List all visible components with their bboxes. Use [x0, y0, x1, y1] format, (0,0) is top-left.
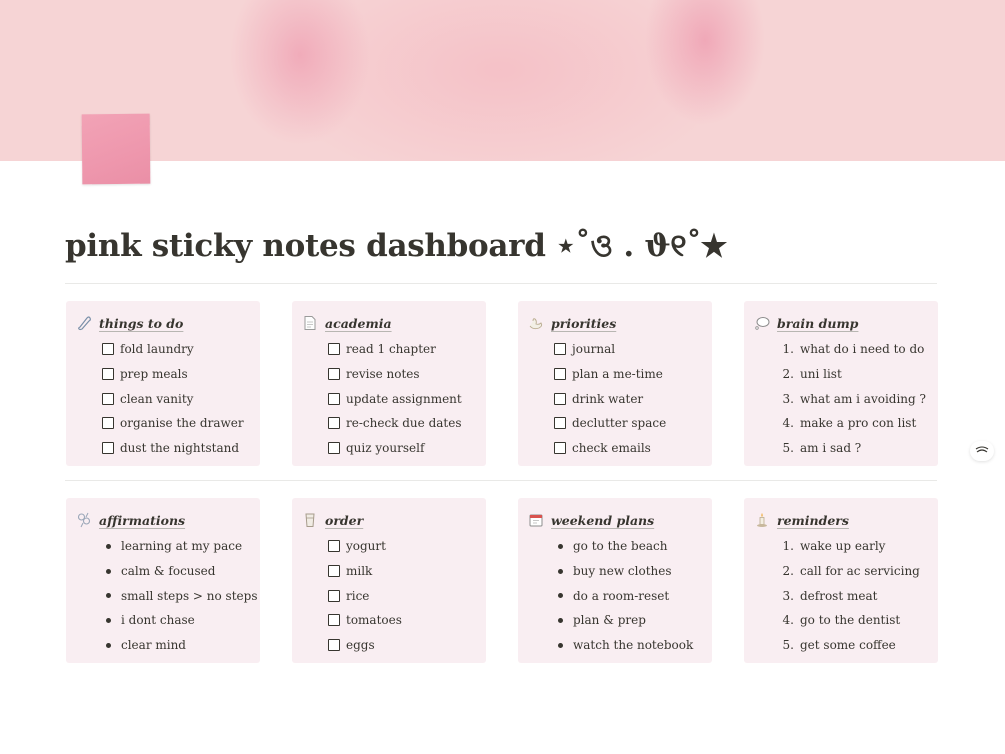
list-item [554, 633, 693, 658]
bullet-marker [558, 618, 563, 623]
item-text[interactable]: read 1 chapter [346, 342, 436, 357]
list-item [554, 559, 693, 584]
page-title[interactable]: pink sticky notes dashboard ⋆˚ও . ϑ୧˚★ [65, 228, 727, 264]
item-text[interactable]: clean vanity [120, 391, 194, 406]
todo-item [328, 411, 462, 436]
todo-item [328, 559, 402, 584]
bullet-marker [558, 569, 563, 574]
card-title-link[interactable]: affirmations [99, 512, 186, 528]
card-header [302, 510, 363, 530]
item-text[interactable]: update assignment [346, 391, 462, 406]
card-title-link[interactable]: reminders [777, 512, 849, 528]
todo-item [328, 337, 462, 362]
item-text[interactable]: dust the nightstand [120, 441, 240, 456]
card-reminders [744, 498, 938, 663]
list-item [780, 436, 926, 461]
checkbox-list [102, 337, 244, 460]
list-number: 3. [782, 391, 794, 406]
item-text[interactable]: prep meals [120, 367, 188, 382]
list-item [780, 633, 920, 658]
checkbox[interactable] [328, 639, 340, 651]
bullet-marker [106, 544, 111, 549]
checkbox[interactable] [328, 540, 340, 552]
card-title-link[interactable]: brain dump [777, 315, 859, 331]
checkbox[interactable] [102, 442, 114, 454]
page-icon-sticky-note[interactable] [82, 114, 151, 185]
checkbox[interactable] [554, 417, 566, 429]
todo-item [102, 362, 244, 387]
checkbox[interactable] [102, 343, 114, 355]
card-header [754, 510, 849, 530]
card-things-to-do [66, 301, 260, 466]
bullet-list [102, 534, 257, 657]
list-item [102, 559, 257, 584]
bullet-marker [106, 569, 111, 574]
item-text[interactable]: buy new clothes [573, 564, 672, 579]
list-number: 2. [782, 564, 794, 579]
checkbox[interactable] [102, 393, 114, 405]
list-number: 3. [782, 588, 794, 603]
item-text[interactable]: wake up early [800, 539, 886, 554]
item-text[interactable]: eggs [346, 638, 375, 653]
todo-item [102, 337, 244, 362]
item-text[interactable]: drink water [572, 391, 644, 406]
item-text[interactable]: fold laundry [120, 342, 194, 357]
comments-toggle-button[interactable] [970, 441, 994, 461]
card-header [528, 313, 616, 333]
divider-top [65, 283, 937, 284]
item-text[interactable]: check emails [572, 441, 651, 456]
list-item [554, 534, 693, 559]
checkbox[interactable] [328, 368, 340, 380]
card-title-link[interactable]: things to do [99, 315, 184, 331]
todo-item [328, 633, 402, 658]
item-text[interactable]: calm & focused [121, 564, 216, 579]
numbered-list [780, 534, 920, 657]
card-academia [292, 301, 486, 466]
list-number: 1. [782, 539, 794, 554]
item-text[interactable]: milk [346, 564, 373, 579]
card-header [528, 510, 654, 530]
card-order [292, 498, 486, 663]
item-text[interactable]: am i sad ? [800, 441, 862, 456]
list-item [780, 534, 920, 559]
bullet-marker [106, 593, 111, 598]
item-text[interactable]: revise notes [346, 367, 420, 382]
card-brain-dump [744, 301, 938, 466]
checkbox[interactable] [102, 417, 114, 429]
card-title-link[interactable]: weekend plans [551, 512, 655, 528]
item-text[interactable]: go to the beach [573, 539, 668, 554]
checkbox[interactable] [554, 393, 566, 405]
todo-item [554, 436, 666, 461]
item-text[interactable]: do a room-reset [573, 588, 670, 603]
list-item [102, 608, 257, 633]
item-text[interactable]: rice [346, 588, 370, 603]
item-text[interactable]: plan & prep [573, 613, 646, 628]
ribbon-icon [76, 512, 92, 528]
item-text[interactable]: what am i avoiding ? [800, 391, 926, 406]
item-text[interactable]: journal [572, 342, 616, 357]
item-text[interactable]: plan a me-time [572, 367, 663, 382]
card-header [76, 510, 185, 530]
list-item [554, 583, 693, 608]
list-number: 5. [782, 638, 794, 653]
candle-icon [754, 512, 770, 528]
thought-bubble-icon [754, 315, 770, 331]
todo-item [554, 386, 666, 411]
list-item [780, 608, 920, 633]
todo-item [554, 411, 666, 436]
list-item [780, 411, 926, 436]
bullet-marker [558, 593, 563, 598]
todo-item [102, 386, 244, 411]
card-priorities [518, 301, 712, 466]
card-title-link[interactable]: academia [325, 315, 392, 331]
bullet-marker [106, 618, 111, 623]
checkbox[interactable] [328, 590, 340, 602]
item-text[interactable]: declutter space [572, 416, 667, 431]
checkbox[interactable] [102, 368, 114, 380]
item-text[interactable]: go to the dentist [800, 613, 901, 628]
checkbox-list [328, 337, 462, 460]
bullet-marker [106, 643, 111, 648]
list-item [780, 583, 920, 608]
list-number: 5. [782, 441, 794, 456]
list-item [780, 337, 926, 362]
item-text[interactable]: tomatoes [346, 613, 402, 628]
card-header [76, 313, 183, 333]
cover-image[interactable] [0, 0, 1005, 161]
checkbox-list [328, 534, 402, 657]
item-text[interactable]: uni list [800, 367, 842, 382]
todo-item [554, 362, 666, 387]
item-text[interactable]: organise the drawer [120, 416, 244, 431]
bullet-marker [558, 643, 563, 648]
divider-middle [65, 480, 937, 481]
todo-item [328, 534, 402, 559]
list-item [102, 534, 257, 559]
item-text[interactable]: make a pro con list [800, 416, 917, 431]
comment-icon [975, 446, 989, 456]
todo-item [328, 608, 402, 633]
document-icon [302, 315, 318, 331]
checkbox[interactable] [328, 343, 340, 355]
card-weekend-plans [518, 498, 712, 663]
item-text[interactable]: watch the notebook [573, 638, 694, 653]
list-item [780, 386, 926, 411]
list-number: 2. [782, 367, 794, 382]
checkbox[interactable] [328, 442, 340, 454]
checkbox[interactable] [328, 417, 340, 429]
todo-item [554, 337, 666, 362]
todo-item [328, 583, 402, 608]
todo-item [328, 386, 462, 411]
bullet-marker [558, 544, 563, 549]
checkbox[interactable] [328, 614, 340, 626]
checkbox-list [554, 337, 666, 460]
todo-item [328, 436, 462, 461]
cup-icon [302, 512, 318, 528]
todo-item [328, 362, 462, 387]
list-item [102, 633, 257, 658]
calendar-icon [528, 512, 544, 528]
item-text[interactable]: yogurt [346, 539, 386, 554]
card-title-link[interactable]: priorities [551, 315, 617, 331]
list-number: 4. [782, 613, 794, 628]
list-number: 4. [782, 416, 794, 431]
checkbox[interactable] [328, 393, 340, 405]
bullet-list [554, 534, 693, 657]
checkbox[interactable] [554, 343, 566, 355]
item-text[interactable]: learning at my pace [121, 539, 243, 554]
card-title-link[interactable]: order [325, 512, 364, 528]
todo-item [102, 411, 244, 436]
checkbox[interactable] [554, 442, 566, 454]
item-text[interactable]: small steps > no steps [121, 588, 258, 603]
list-item [554, 608, 693, 633]
item-text[interactable]: what do i need to do [800, 342, 925, 357]
item-text[interactable]: i dont chase [121, 613, 195, 628]
card-header [302, 313, 392, 333]
item-text[interactable]: quiz yourself [346, 441, 425, 456]
todo-item [102, 436, 244, 461]
swan-icon [528, 315, 544, 331]
item-text[interactable]: defrost meat [800, 588, 878, 603]
numbered-list [780, 337, 926, 460]
item-text[interactable]: re-check due dates [346, 416, 462, 431]
pin-icon [76, 315, 92, 331]
checkbox[interactable] [328, 565, 340, 577]
item-text[interactable]: call for ac servicing [800, 564, 920, 579]
item-text[interactable]: clear mind [121, 638, 186, 653]
card-affirmations [66, 498, 260, 663]
list-item [780, 559, 920, 584]
list-number: 1. [782, 342, 794, 357]
item-text[interactable]: get some coffee [800, 638, 896, 653]
list-item [102, 583, 257, 608]
checkbox[interactable] [554, 368, 566, 380]
list-item [780, 362, 926, 387]
card-header [754, 313, 858, 333]
